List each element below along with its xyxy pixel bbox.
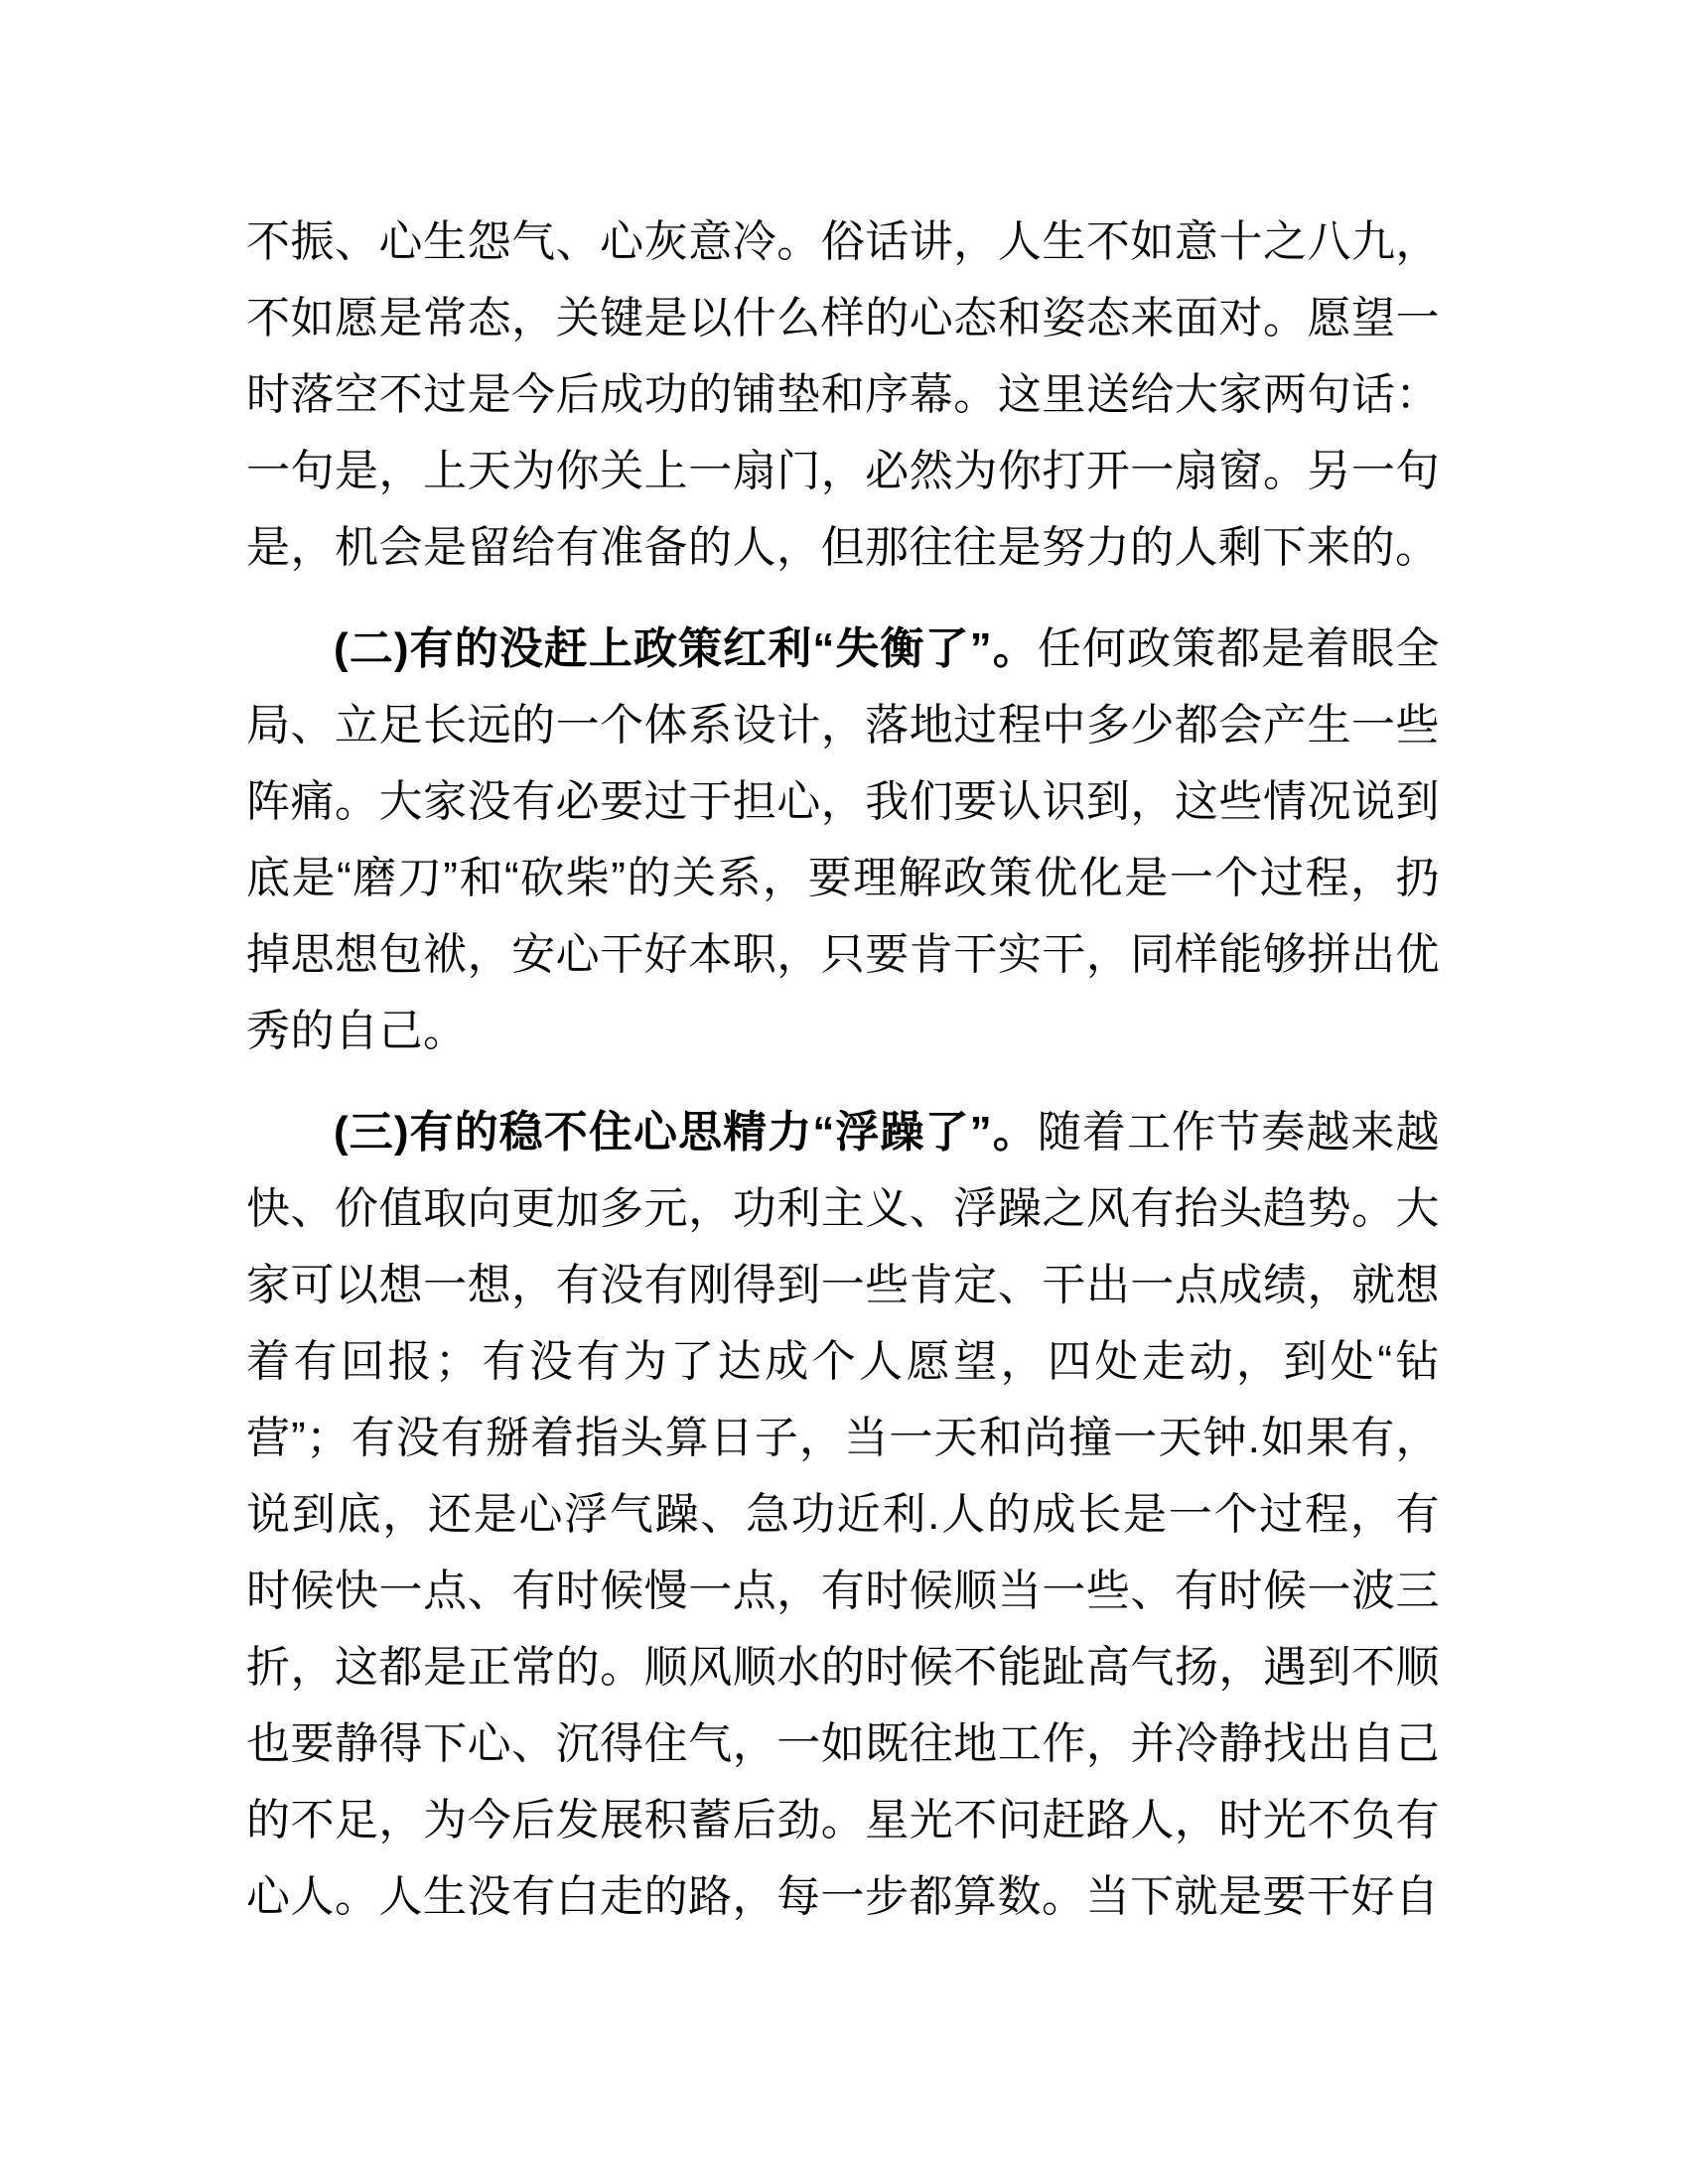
paragraph-body: 任何政策都是着眼全局、立足长远的一个体系设计，落地过程中多少都会产生一些阵痛。大家没有必要过于担心，我们要认识到，这些情况说到底是“磨刀”和“砍柴”的关系，要理解政策优化是一个过程，扔掉思想包袱，安心干好本职，只要肯干实干，同样能够拼出优秀的自己。: [246, 624, 1441, 1055]
paragraph-body: 随着工作节奏越来越快、价值取向更加多元，功利主义、浮躁之风有抬头趋势。大家可以想一想，有没有刚得到一些肯定、干出一点成绩，就想着有回报；有没有为了达成个人愿望，四处走动，到处“钻营”；有没有掰着指头算日子，当一天和尚撞一天钟.如果有，说到底，还是心浮气躁、急功近利.人的成长是一个过程，有时候快一点、有时候慢一点，有时候顺当一些、有时候一波三折，这都是正常的。顺风顺水的时候不能趾高气扬，遇到不顺也要静得下心、沉得住气，一如既往地工作，并冷静找出自己的不足，为今后发展积蓄后劲。星光不问赶路人，时光不负有心人。人生没有白走的路，每一步都算数。当下就是要干好自: [246, 1108, 1441, 1921]
paragraph-lead: (二)有的没赶上政策红利“失衡了”。: [334, 624, 1038, 673]
paragraph-section-2: [246, 611, 1440, 1069]
paragraph-lead: (三)有的稳不住心思精力“浮躁了”。: [334, 1108, 1038, 1157]
paragraph-body: 不振、心生怨气、心灰意冷。俗话讲，人生不如意十之八九，不如愿是常态，关键是以什么样的心态和姿态来面对。愿望一时落空不过是今后成功的铺垫和序幕。这里送给大家两句话：一句是，上天为你关上一扇门，必然为你打开一扇窗。另一句是，机会是留给有准备的人，但那往往是努力的人剩下来的。: [246, 217, 1440, 572]
paragraph-continuation: [246, 204, 1440, 586]
paragraph-section-3: [246, 1094, 1440, 1935]
